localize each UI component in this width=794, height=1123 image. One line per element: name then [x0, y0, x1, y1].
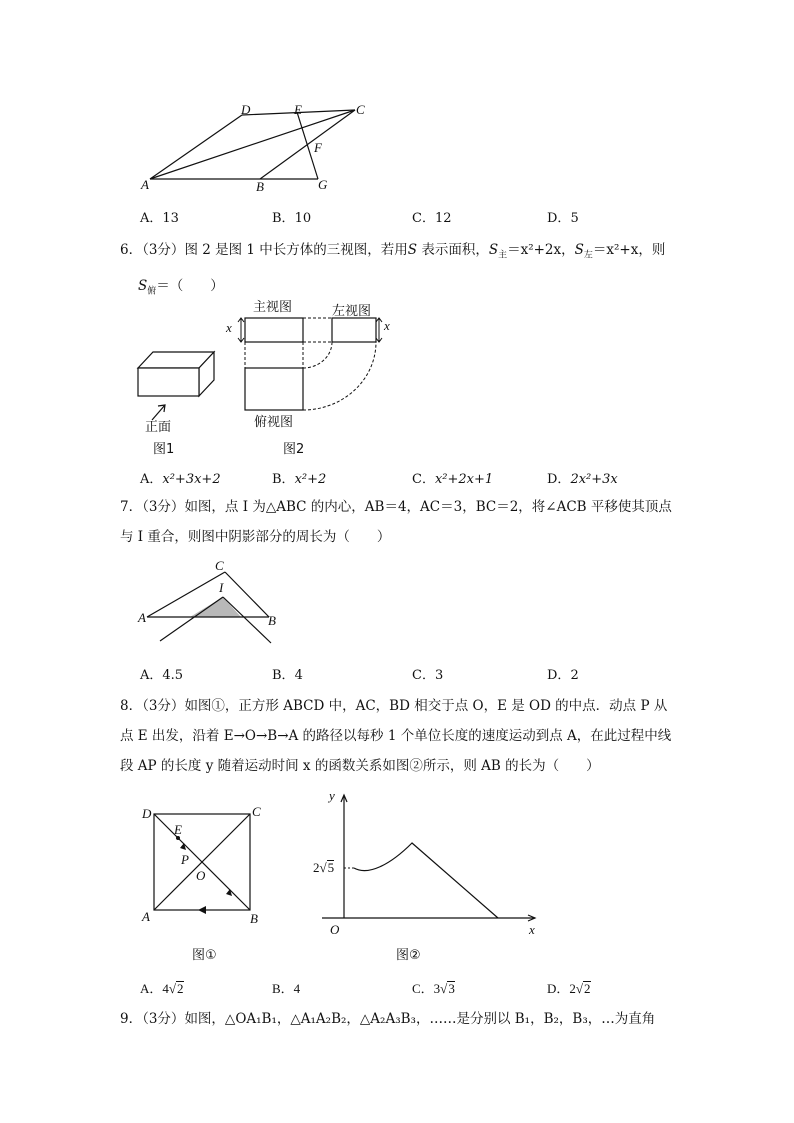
q7-option-c[interactable]: C．3	[412, 668, 444, 683]
q5-point-B: B	[256, 179, 264, 194]
q6-option-b[interactable]: B．x²+2	[272, 472, 327, 487]
q8-option-b[interactable]: B．4	[272, 981, 301, 996]
q5-option-c[interactable]: C．12	[412, 211, 452, 226]
q8-fig2-ytick: 2√5	[313, 860, 335, 875]
q6-front-label: 正面	[145, 420, 172, 435]
q8-graph-curve	[354, 843, 498, 918]
q5-point-G: G	[318, 177, 328, 192]
q8-fig1-point-B: B	[250, 911, 258, 926]
q6-x-label-left: x	[226, 320, 232, 335]
q8-stem: 8．（3分）如图①，正方形 ABCD 中，AC，BD 相交于点 O，E 是 OD 的中点．动点 P 从点 E 出发，沿着 E→O→B→A 的路径以每秒 1 个单位长度的速度运动到点 A，在此过程中线段 AP 的长度 y 随着运动时间 x 的函数关系如图②所示，则 AB 的长为（ ）	[120, 698, 672, 774]
q8-fig2-y-label: y	[329, 788, 335, 803]
q6-stem: 6．（3分）图 2 是图 1 中长方体的三视图，若用S 表示面积，$S_主=x^2+2x$，$S_左=x^2+x$，则 $S_俯=$（ ）	[120, 242, 666, 297]
q8-figure-2	[310, 790, 550, 940]
q5-point-C: C	[356, 102, 365, 117]
q8-option-d[interactable]: D．2√2	[547, 981, 591, 996]
q7-stem: 7．（3分）如图，点 I 为△ABC 的内心，AB＝4，AC＝3，BC＝2，将∠ACB 平移使其顶点与 I 重合，则图中阴影部分的周长为（ ）	[120, 499, 672, 545]
q6-fig1-caption: 图1	[153, 442, 175, 457]
q7-option-b[interactable]: B．4	[272, 668, 303, 683]
q8-fig1-point-O: O	[196, 868, 206, 883]
q6-left-view-label: 左视图	[332, 304, 372, 319]
q8-fig1-point-E: E	[174, 822, 182, 837]
q8-fig2-x-label: x	[529, 922, 535, 937]
q5-point-F: F	[314, 140, 322, 155]
q5-option-b[interactable]: B．10	[272, 211, 312, 226]
q5-figure	[130, 98, 380, 198]
q6-option-a[interactable]: A．x²+3x+2	[140, 472, 221, 487]
q8-fig1-point-P: P	[181, 852, 189, 867]
q7-point-C: C	[215, 558, 224, 573]
q5-point-A: A	[141, 177, 149, 192]
q5-option-a[interactable]: A．13	[140, 211, 179, 226]
q9-stem: 9．（3分）如图，△OA₁B₁，△A₁A₂B₂，△A₂A₃B₃，……是分别以 B₁，B₂，B₃，…为直角	[120, 1011, 656, 1027]
q8-fig1-caption: 图①	[192, 948, 217, 963]
q7-figure	[135, 560, 285, 655]
q7-option-d[interactable]: D．2	[547, 668, 579, 683]
q6-x-label-right: x	[384, 318, 390, 333]
q7-point-A: A	[138, 610, 146, 625]
q5-point-D: D	[241, 102, 251, 117]
q8-fig1-point-C: C	[252, 804, 261, 819]
q8-fig1-point-A: A	[142, 909, 150, 924]
q6-option-d[interactable]: D．2x²+3x	[547, 472, 618, 487]
q7-point-B: B	[268, 613, 276, 628]
q8-fig1-point-D: D	[142, 806, 152, 821]
q8-option-c[interactable]: C．3√3	[412, 981, 455, 996]
q8-fig2-caption: 图②	[396, 948, 421, 963]
q6-option-c[interactable]: C．x²+2x+1	[412, 472, 494, 487]
q8-option-a[interactable]: A．4√2	[140, 981, 184, 996]
q7-option-a[interactable]: A．4.5	[140, 668, 184, 683]
q5-point-E: E	[294, 102, 302, 117]
q6-fig2-caption: 图2	[283, 442, 305, 457]
q5-option-d[interactable]: D．5	[547, 211, 579, 226]
q6-top-view-label: 俯视图	[254, 415, 294, 430]
q8-fig2-origin: O	[330, 922, 340, 937]
q6-main-view-label: 主视图	[253, 300, 293, 315]
q7-point-I: I	[219, 580, 224, 595]
